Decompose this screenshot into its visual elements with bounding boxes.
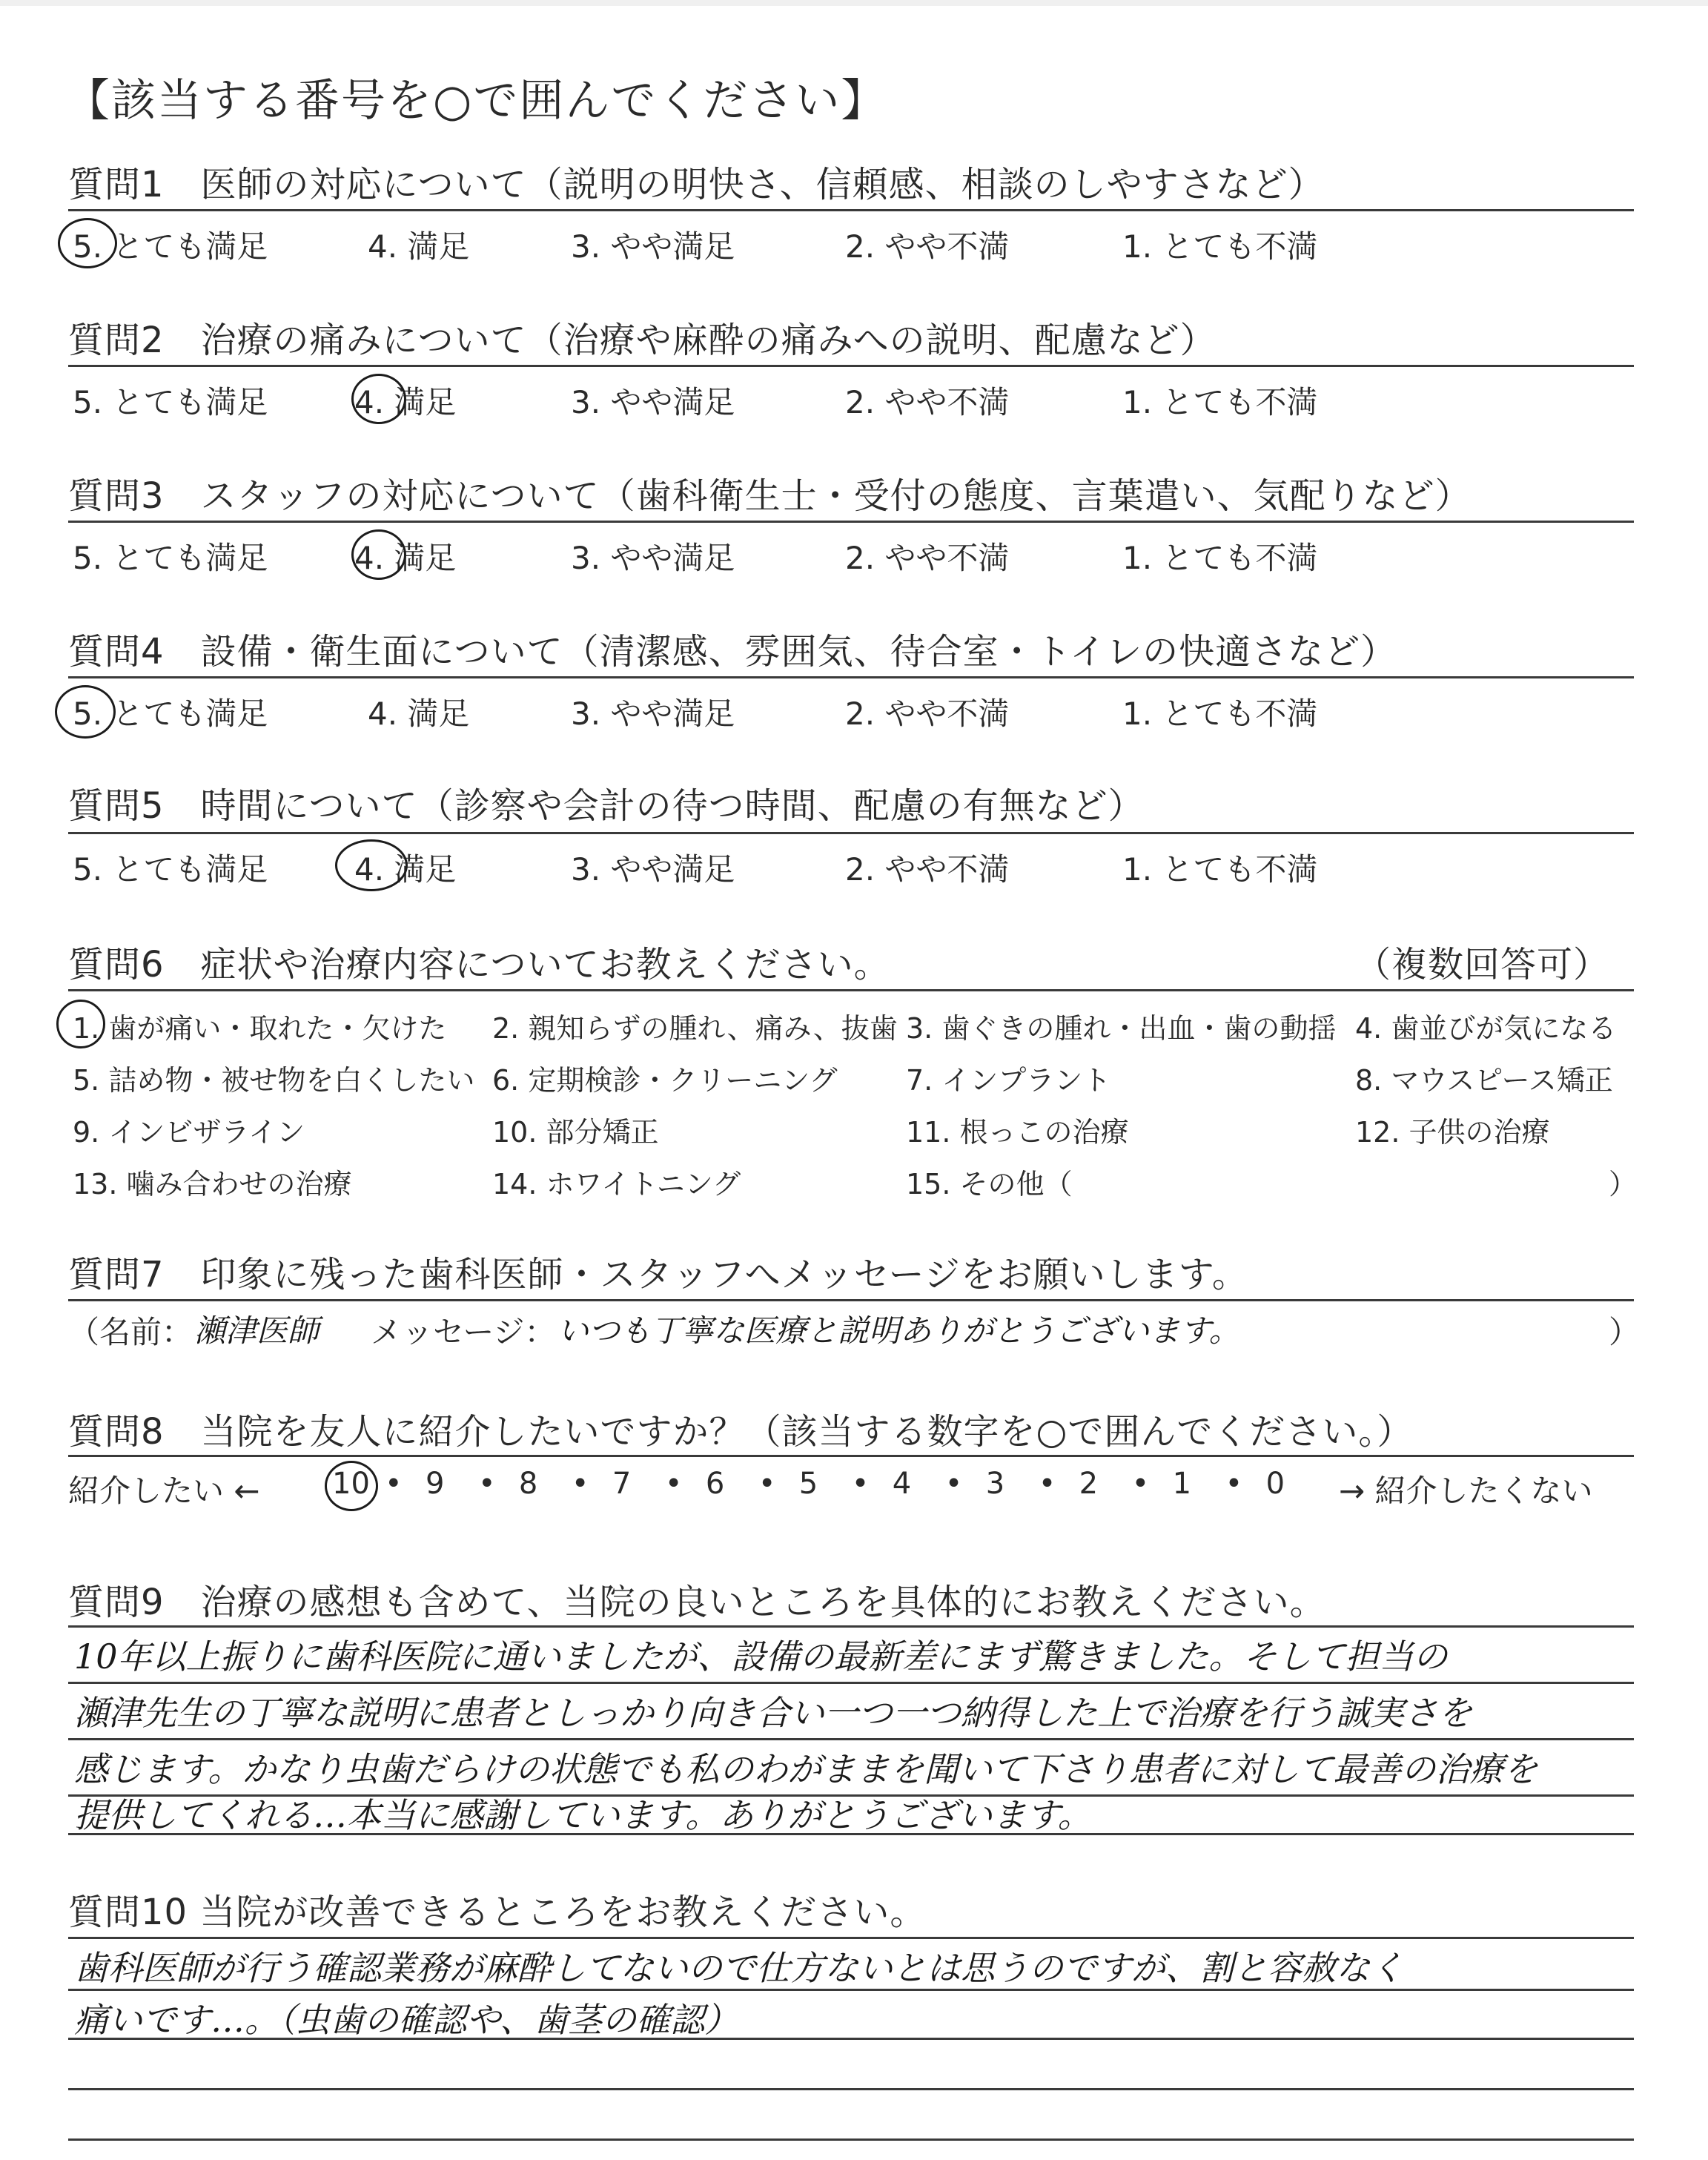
question-6-rule bbox=[68, 989, 1634, 991]
q3-option-4[interactable]: 4. 満足 bbox=[354, 540, 457, 576]
q3-option-5[interactable]: 5. とても満足 bbox=[73, 540, 268, 576]
question-2-title: 質問2 治療の痛みについて（治療や麻酔の痛みへの説明、配慮など） bbox=[68, 320, 1217, 361]
q6-selected-circle bbox=[56, 1000, 105, 1048]
q8-number-scale bbox=[332, 1467, 1325, 1507]
q8-separator-dot: • bbox=[664, 1467, 683, 1501]
q2-selected-circle bbox=[351, 374, 406, 424]
q8-number-6[interactable]: 6 bbox=[705, 1467, 725, 1501]
q7-message-label: メッセージ： bbox=[371, 1314, 556, 1350]
q6-option-15[interactable]: 15. その他（ bbox=[906, 1168, 1073, 1200]
q6-option-3[interactable]: 3. 歯ぐきの腫れ・出血・歯の動揺 bbox=[906, 1012, 1337, 1045]
q3-option-1[interactable]: 1. とても不満 bbox=[1122, 540, 1318, 576]
q8-separator-dot: • bbox=[944, 1467, 963, 1501]
q8-number-9[interactable]: 9 bbox=[425, 1467, 445, 1501]
q6-option-12[interactable]: 12. 子供の治療 bbox=[1355, 1116, 1550, 1149]
q8-separator-dot: • bbox=[1225, 1467, 1243, 1501]
q6-option-13[interactable]: 13. 噛み合わせの治療 bbox=[73, 1168, 352, 1200]
q6-option-11[interactable]: 11. 根っこの治療 bbox=[906, 1116, 1129, 1149]
q1-option-1[interactable]: 1. とても不満 bbox=[1122, 228, 1318, 265]
q8-left-label: 紹介したい ← bbox=[68, 1473, 260, 1509]
q6-option-14[interactable]: 14. ホワイトニング bbox=[492, 1168, 741, 1200]
q10-line-1[interactable]: 歯科医師が行う確認業務が麻酔してないので仕方ないとは思うのですが、割と容赦なく bbox=[74, 1948, 1404, 1988]
question-9-rule-1 bbox=[68, 1625, 1634, 1628]
q7-message-value[interactable]: いつも丁寧な医療と説明ありがとうございます。 bbox=[557, 1312, 1240, 1349]
q7-name-value[interactable]: 瀬津医師 bbox=[194, 1312, 320, 1349]
q5-option-4[interactable]: 4. 満足 bbox=[354, 851, 457, 888]
q8-number-2[interactable]: 2 bbox=[1079, 1467, 1099, 1501]
q4-option-5[interactable]: 5. とても満足 bbox=[73, 696, 268, 732]
page-heading: 【該当する番号を○で囲んでください】 bbox=[65, 75, 887, 127]
question-9-title: 質問9 治療の感想も含めて、当院の良いところを具体的にお教えください。 bbox=[68, 1582, 1326, 1623]
q8-number-0[interactable]: 0 bbox=[1265, 1467, 1285, 1501]
q7-name-label: （名前： bbox=[68, 1314, 193, 1350]
question-4-title: 質問4 設備・衛生面について（清潔感、雰囲気、待合室・トイレの快適さなど） bbox=[68, 631, 1397, 673]
q1-option-5[interactable]: 5. とても満足 bbox=[73, 228, 268, 265]
q1-option-2[interactable]: 2. やや不満 bbox=[845, 228, 1010, 265]
q2-option-4[interactable]: 4. 満足 bbox=[354, 384, 457, 420]
q3-option-2[interactable]: 2. やや不満 bbox=[845, 540, 1010, 576]
q8-number-10[interactable]: 10 bbox=[332, 1467, 370, 1501]
q10-line-2[interactable]: 痛いです…。（虫歯の確認や、歯茎の確認） bbox=[74, 2000, 739, 2040]
question-5-title: 質問5 時間について（診察や会計の待つ時間、配慮の有無など） bbox=[68, 785, 1145, 827]
q2-option-1[interactable]: 1. とても不満 bbox=[1122, 384, 1318, 420]
q6-option-5[interactable]: 5. 詰め物・被せ物を白くしたい bbox=[73, 1064, 475, 1097]
question-10-rule-5 bbox=[68, 2138, 1634, 2141]
question-10-rule-4 bbox=[68, 2088, 1634, 2090]
q8-separator-dot: • bbox=[758, 1467, 776, 1501]
q8-separator-dot: • bbox=[571, 1467, 589, 1501]
q1-selected-circle bbox=[58, 218, 117, 268]
question-9-rule-3 bbox=[68, 1738, 1634, 1740]
q9-line-2[interactable]: 瀬津先生の丁寧な説明に患者としっかり向き合い一つ一つ納得した上で治療を行う誠実さを bbox=[74, 1693, 1472, 1733]
q4-option-2[interactable]: 2. やや不満 bbox=[845, 696, 1010, 732]
q8-number-7[interactable]: 7 bbox=[612, 1467, 632, 1501]
question-3-rule bbox=[68, 521, 1634, 523]
q8-separator-dot: • bbox=[851, 1467, 870, 1501]
q9-line-1[interactable]: 10年以上振りに歯科医院に通いましたが、設備の最新差にまず驚きました。そして担当の bbox=[74, 1636, 1448, 1677]
q8-number-3[interactable]: 3 bbox=[985, 1467, 1005, 1501]
q2-option-5[interactable]: 5. とても満足 bbox=[73, 384, 268, 420]
q3-option-3[interactable]: 3. やや満足 bbox=[571, 540, 735, 576]
q4-option-4[interactable]: 4. 満足 bbox=[368, 696, 470, 732]
question-1-title: 質問1 医師の対応について（説明の明快さ、信頼感、相談のしやすさなど） bbox=[68, 164, 1325, 205]
q8-number-4[interactable]: 4 bbox=[892, 1467, 912, 1501]
question-10-title: 質問10 当院が改善できるところをお教えください。 bbox=[68, 1892, 927, 1933]
q2-option-3[interactable]: 3. やや満足 bbox=[571, 384, 735, 420]
q5-option-1[interactable]: 1. とても不満 bbox=[1122, 851, 1318, 888]
q7-close: ） bbox=[1609, 1314, 1641, 1350]
q5-selected-circle bbox=[335, 839, 408, 891]
q8-number-8[interactable]: 8 bbox=[518, 1467, 538, 1501]
question-9-rule-2 bbox=[68, 1682, 1634, 1684]
q4-option-1[interactable]: 1. とても不満 bbox=[1122, 696, 1318, 732]
question-5-rule bbox=[68, 832, 1634, 834]
q6-option-2[interactable]: 2. 親知らずの腫れ、痛み、抜歯 bbox=[492, 1012, 898, 1045]
q6-option-15-close: ） bbox=[1609, 1168, 1638, 1200]
q3-selected-circle bbox=[351, 529, 406, 580]
q6-option-8[interactable]: 8. マウスピース矯正 bbox=[1355, 1064, 1613, 1097]
q8-separator-dot: • bbox=[477, 1467, 496, 1501]
q4-option-3[interactable]: 3. やや満足 bbox=[571, 696, 735, 732]
q1-option-3[interactable]: 3. やや満足 bbox=[571, 228, 735, 265]
q1-option-4[interactable]: 4. 満足 bbox=[368, 228, 470, 265]
q6-option-1[interactable]: 1. 歯が痛い・取れた・欠けた bbox=[73, 1012, 447, 1045]
q9-line-4[interactable]: 提供してくれる…本当に感謝しています。ありがとうございます。 bbox=[74, 1795, 1092, 1835]
q6-option-10[interactable]: 10. 部分矯正 bbox=[492, 1116, 659, 1149]
q6-option-6[interactable]: 6. 定期検診・クリーニング bbox=[492, 1064, 838, 1097]
q6-option-4[interactable]: 4. 歯並びが気になる bbox=[1355, 1012, 1617, 1045]
question-3-title: 質問3 スタッフの対応について（歯科衛生士・受付の態度、言葉遣い、気配りなど） bbox=[68, 475, 1472, 517]
question-2-rule bbox=[68, 365, 1634, 367]
question-4-rule bbox=[68, 676, 1634, 678]
question-6-note: （複数回答可） bbox=[1355, 944, 1610, 985]
q8-separator-dot: • bbox=[1131, 1467, 1150, 1501]
question-8-rule bbox=[68, 1455, 1634, 1457]
question-6-title: 質問6 症状や治療内容についてお教えください。 bbox=[68, 944, 890, 985]
q5-option-5[interactable]: 5. とても満足 bbox=[73, 851, 268, 888]
question-7-title: 質問7 印象に残った歯科医師・スタッフへメッセージをお願いします。 bbox=[68, 1254, 1248, 1295]
q5-option-2[interactable]: 2. やや不満 bbox=[845, 851, 1010, 888]
q8-separator-dot: • bbox=[1038, 1467, 1056, 1501]
question-1-rule bbox=[68, 209, 1634, 211]
q8-number-1[interactable]: 1 bbox=[1172, 1467, 1192, 1501]
question-10-rule-1 bbox=[68, 1937, 1634, 1939]
q2-option-2[interactable]: 2. やや不満 bbox=[845, 384, 1010, 420]
q5-option-3[interactable]: 3. やや満足 bbox=[571, 851, 735, 888]
q9-line-3[interactable]: 感じます。かなり虫歯だらけの状態でも私のわがままを聞いて下さり患者に対して最善の治療を bbox=[74, 1749, 1538, 1789]
scan-edge bbox=[0, 0, 1708, 6]
q4-selected-circle bbox=[55, 685, 116, 739]
question-7-rule bbox=[68, 1299, 1634, 1301]
q8-number-5[interactable]: 5 bbox=[798, 1467, 818, 1501]
q6-option-7[interactable]: 7. インプラント bbox=[906, 1064, 1111, 1097]
q8-separator-dot: • bbox=[384, 1467, 403, 1501]
question-8-title: 質問8 当院を友人に紹介したいですか？（該当する数字を○で囲んでください。） bbox=[68, 1411, 1414, 1453]
q8-right-label: → 紹介したくない bbox=[1339, 1473, 1593, 1509]
q6-option-9[interactable]: 9. インビザライン bbox=[73, 1116, 305, 1149]
q8-selected-circle bbox=[325, 1461, 378, 1511]
